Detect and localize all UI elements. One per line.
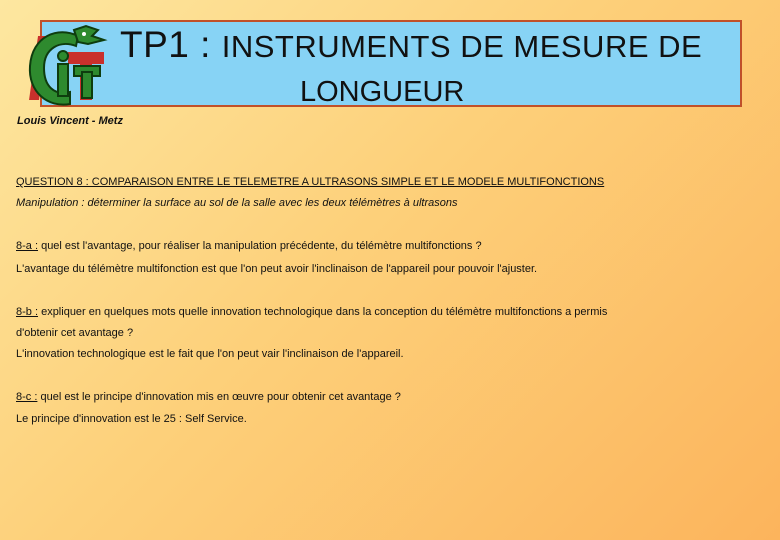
answer-8b: L'innovation technologique est le fait que l'on peut vair l'inclinaison de l'appareil. — [16, 348, 404, 360]
dragon-logo — [18, 22, 110, 114]
title-rest: INSTRUMENTS DE MESURE DE — [221, 29, 703, 64]
q8b-text: expliquer en quelques mots quelle innovation technologique dans la conception du télémètre multifonctions a permis — [38, 306, 608, 318]
answer-8c: Le principe d'innovation est le 25 : Self Service. — [16, 413, 247, 425]
title-box — [40, 20, 742, 107]
q8b-label: 8-b : — [16, 306, 39, 318]
school-name: Louis Vincent - Metz — [17, 115, 123, 127]
q8c-text: quel est le principe d'innovation mis en œuvre pour obtenir cet avantage ? — [37, 391, 401, 403]
manipulation-text: Manipulation : déterminer la surface au sol de la salle avec les deux télémètres à ultrasons — [16, 197, 458, 209]
question-title: QUESTION 8 : COMPARAISON ENTRE LE TELEMETRE A ULTRASONS SIMPLE ET LE MODELE MULTIFONCTIONS — [16, 176, 605, 188]
question-8b-cont: d'obtenir cet avantage ? — [16, 327, 134, 339]
question-8c — [16, 391, 401, 403]
q8a-text: quel est l'avantage, pour réaliser la manipulation précédente, du télémètre multifonctions ? — [38, 240, 482, 252]
title-lead: TP1 : — [120, 24, 222, 65]
q8a-label: 8-a : — [16, 240, 39, 252]
question-8b — [16, 306, 607, 318]
answer-8a: L'avantage du télémètre multifonction est que l'on peut avoir l'inclinaison de l'appareil pour pouvoir l'ajuster. — [16, 263, 538, 275]
page-title-line1 — [120, 24, 740, 66]
q8c-label: 8-c : — [16, 391, 38, 403]
question-8a — [16, 240, 482, 252]
page-title-line2: LONGUEUR — [300, 76, 465, 108]
